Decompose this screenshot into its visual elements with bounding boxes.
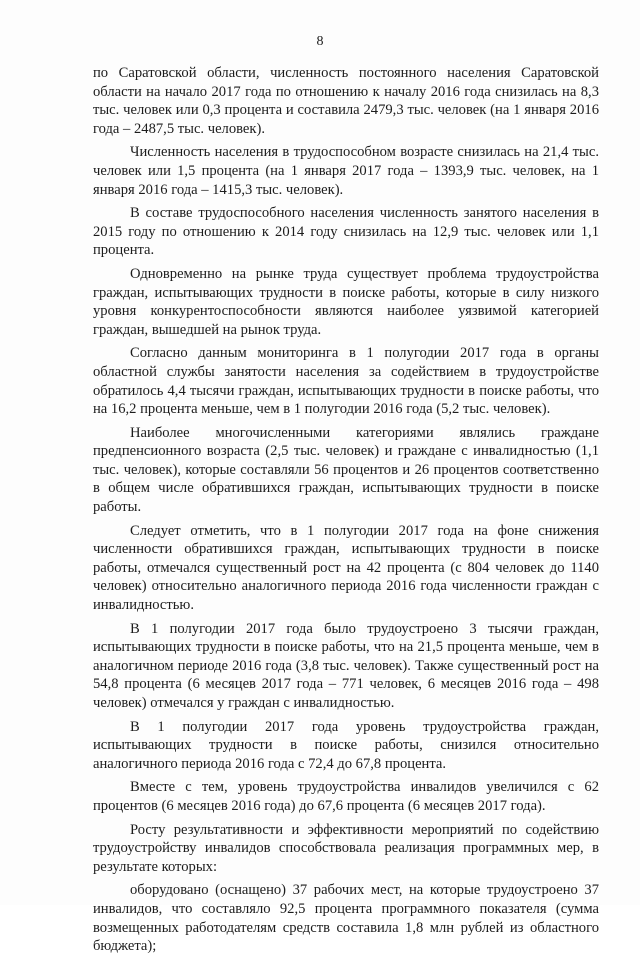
paragraph-monitoring: Согласно данным мониторинга в 1 полугодии 2017 года в органы областной службы занятости населения за содействием в трудоустройстве обратилось 4,4 тысячи граждан, испытывающих трудности в поиске работы, что на 16,2 процента меньше, чем в 1 полугодии 2016 года (5,2 тыс. человек). — [93, 345, 599, 418]
paragraph-employed-count: В 1 полугодии 2017 года было трудоустроено 3 тысячи граждан, испытывающих трудности в поиске работы, что на 21,5 процента меньше, чем в аналогичном периоде 2016 года (3,8 тыс. человек). Также существенный рост на 54,8 процента (6 месяцев 2017 года – 771 человек, 6 месяцев 2016 года – 498 человек) отмечался у граждан с инвалидностью. — [93, 620, 599, 711]
paragraph-population: по Саратовской области, численность постоянного населения Саратовской области на начало 2017 года по отношению к началу 2016 года снизилась на 8,3 тыс. человек или 0,3 процента и составила 2479,3 тыс. человек (на 1 января 2016 года – 2487,5 тыс. человек). — [93, 65, 599, 137]
paragraph-employed: В составе трудоспособного населения численность занятого населения в 2015 году по отношению к 2014 году снизилась на 12,9 тыс. человек или 1,1 процента. — [93, 205, 599, 259]
paragraph-workplaces: оборудовано (оснащено) 37 рабочих мест, на которые трудоустроено 37 инвалидов, что составляло 92,5 процента программного показателя (сумма возмещенных работодателям средств составила 1,8 млн рублей из областного бюджета); — [93, 882, 599, 955]
page-number: 8 — [316, 34, 324, 49]
paragraph-disability-growth: Следует отметить, что в 1 полугодии 2017 года на фоне снижения численности обратившихся граждан, испытывающих трудности в поиске работы, отмечался существенный рост на 42 процента (с 804 человек до 1140 человек) относительно аналогичного периода 2016 года численности граждан с инвалидностью. — [93, 522, 599, 614]
paragraph-labour-market-problem: Одновременно на рынке труда существует проблема трудоустройства граждан, испытывающих трудности в поиске работы, которые в силу низкого уровня конкурентоспособности являются наиболее уязвимой категорией граждан, вышедшей на рынок труда. — [93, 265, 599, 338]
paragraph-working-age: Численность населения в трудоспособном возрасте снизилась на 21,4 тыс. человек или 1,5 процента (на 1 января 2017 года – 1393,9 тыс. человек, на 1 января 2016 года – 1415,3 тыс. человек). — [93, 144, 599, 198]
paragraph-disabled-level: Вместе с тем, уровень трудоустройства инвалидов увеличился с 62 процентов (6 месяцев 2016 года) до 67,6 процента (6 месяцев 2017 года). — [93, 779, 599, 814]
document-body — [93, 64, 599, 956]
paragraph-programme-measures: Росту результативности и эффективности мероприятий по содействию трудоустройству инвалидов способствовала реализация программных мер, в результате которых: — [93, 821, 599, 875]
paragraph-categories: Наиболее многочисленными категориями являлись граждане предпенсионного возраста (2,5 тыс. человек) и граждане с инвалидностью (1,1 тыс. человек), которые составляли 56 процентов и 26 процентов соответственно в общем числе обратившихся граждан, испытывающих трудности в поиске работы. — [93, 424, 599, 516]
paragraph-employment-level: В 1 полугодии 2017 года уровень трудоустройства граждан, испытывающих трудности в поиске работы, снизился относительно аналогичного периода 2016 года с 72,4 до 67,8 процента. — [93, 718, 599, 772]
